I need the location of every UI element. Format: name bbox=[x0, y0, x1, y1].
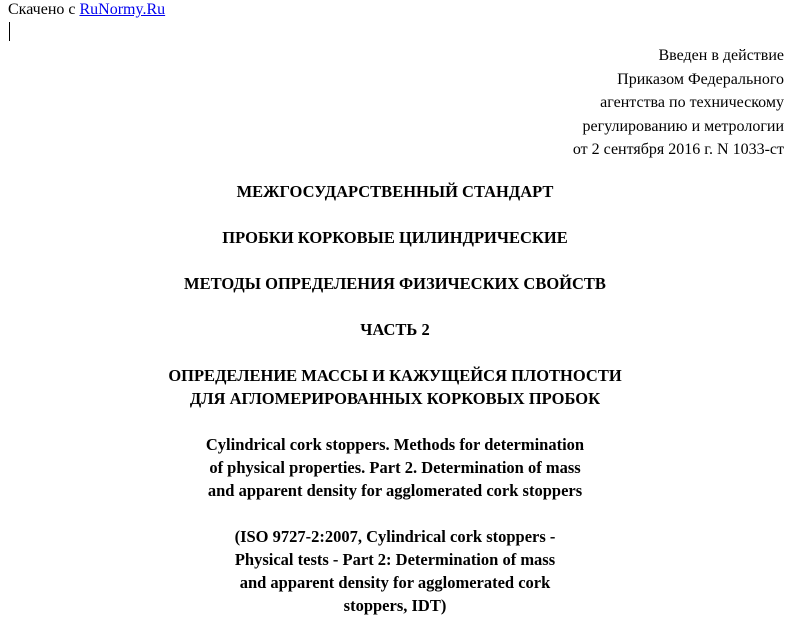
source-prefix: Скачено с bbox=[8, 1, 80, 18]
text-cursor bbox=[9, 22, 10, 41]
english-title-line: Cylindrical cork stoppers. Methods for determination bbox=[205, 435, 585, 454]
approval-line: регулированию и метрологии bbox=[582, 117, 784, 135]
iso-reference-line: and apparent density for agglomerated cork bbox=[239, 573, 551, 592]
product-heading: ПРОБКИ КОРКОВЫЕ ЦИЛИНДРИЧЕСКИЕ bbox=[222, 228, 568, 247]
methods-heading: МЕТОДЫ ОПРЕДЕЛЕНИЯ ФИЗИЧЕСКИХ СВОЙСТВ bbox=[184, 274, 606, 293]
english-title bbox=[0, 433, 790, 502]
iso-reference-line: Physical tests - Part 2: Determination of mass bbox=[234, 550, 556, 569]
source-link[interactable]: RuNormy.Ru bbox=[79, 1, 166, 18]
iso-reference-line: stoppers, IDT) bbox=[343, 596, 447, 615]
approval-line: агентства по техническому bbox=[600, 94, 784, 111]
english-title-line: and apparent density for agglomerated cork stoppers bbox=[207, 481, 583, 500]
approval-line: Введен в действие bbox=[658, 47, 784, 64]
iso-reference bbox=[0, 525, 790, 617]
subject-line: ОПРЕДЕЛЕНИЕ МАССЫ И КАЖУЩЕЙСЯ ПЛОТНОСТИ bbox=[168, 366, 622, 385]
standard-type-heading: МЕЖГОСУДАРСТВЕННЫЙ СТАНДАРТ bbox=[236, 182, 554, 201]
english-title-line: of physical properties. Part 2. Determination of mass bbox=[209, 458, 581, 477]
source-line bbox=[8, 0, 165, 19]
iso-reference-line: (ISO 9727-2:2007, Cylindrical cork stoppers - bbox=[234, 527, 556, 546]
approval-line: Приказом Федерального bbox=[617, 70, 784, 88]
subject-line: ДЛЯ АГЛОМЕРИРОВАННЫХ КОРКОВЫХ ПРОБОК bbox=[189, 389, 601, 408]
approval-block bbox=[573, 44, 784, 162]
part-heading: ЧАСТЬ 2 bbox=[360, 320, 430, 339]
approval-line: от 2 сентября 2016 г. N 1033-ст bbox=[572, 141, 784, 158]
subject-heading bbox=[0, 364, 790, 410]
